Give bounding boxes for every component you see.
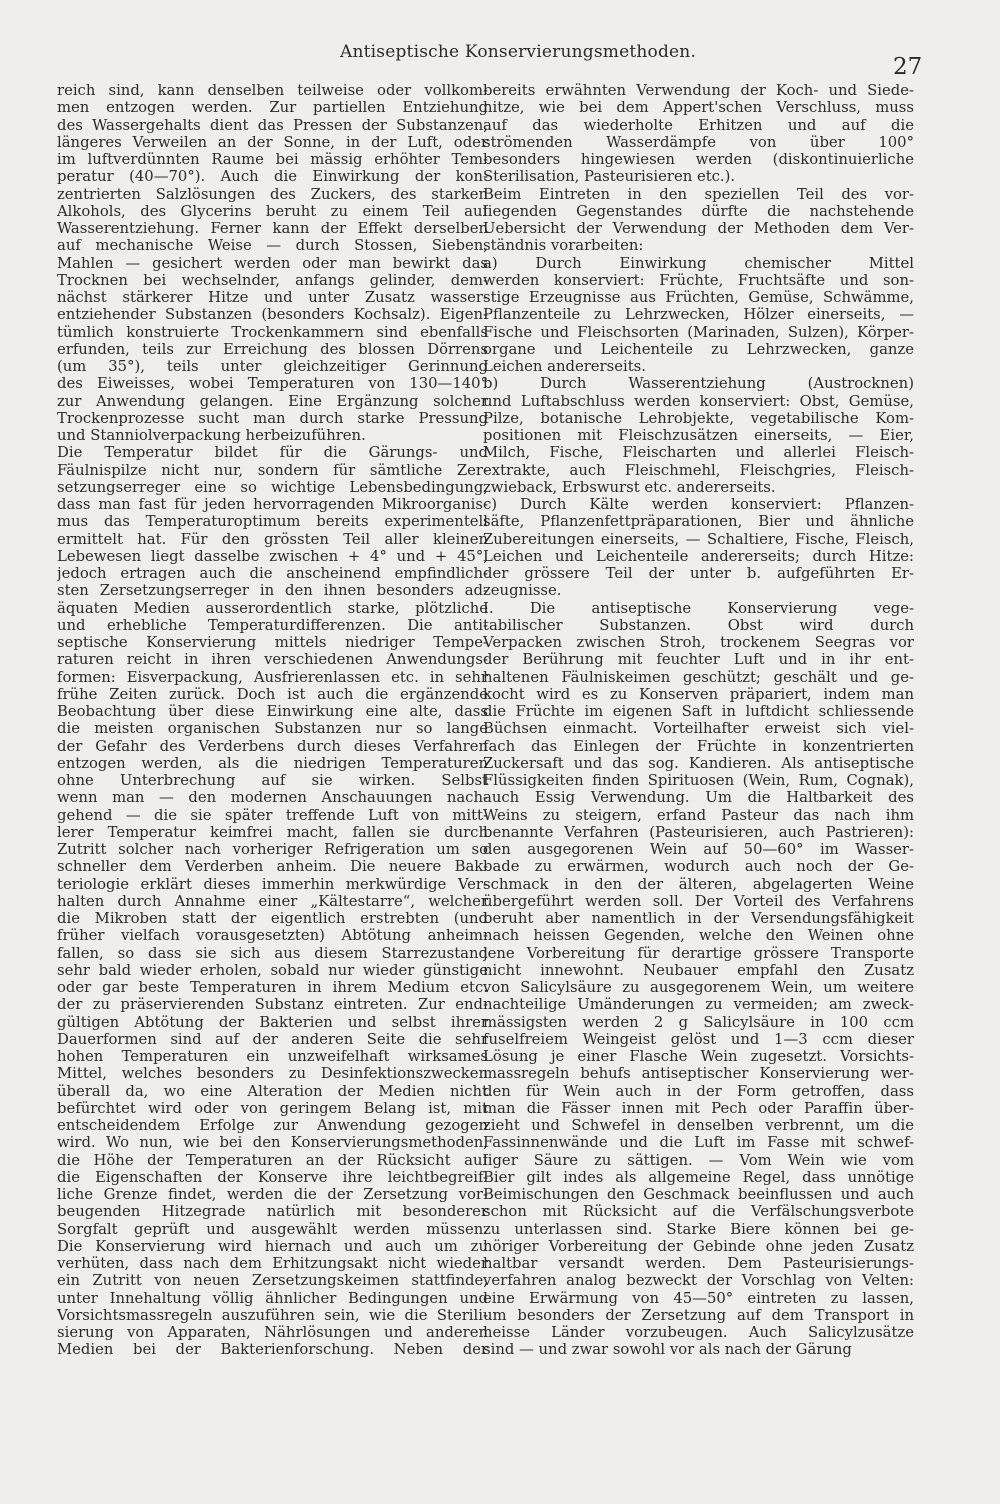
text-line: reich sind, kann denselben teilweise oder vollkom- <box>57 82 488 99</box>
text-line: Zutritt solcher nach vorheriger Refrigeration um so <box>57 841 488 858</box>
text-line: c) Durch Kälte werden konserviert: Pflanzen- <box>483 496 914 513</box>
text-line: strömenden Wasserdämpfe von über 100° <box>483 133 914 151</box>
text-line: auch Essig Verwendung. Um die Haltbarkeit des <box>483 789 914 807</box>
text-line: heisse Länder vorzubeugen. Auch Salicylzusätze <box>483 1324 914 1341</box>
text-line: die Früchte im eigenen Saft in luftdicht schliessende <box>483 703 914 720</box>
text-line: wenn man — den modernen Anschauungen nach- <box>57 789 488 807</box>
text-line: lerer Temperatur keimfrei macht, fallen sie durch <box>57 823 488 841</box>
text-line: mus das Temperaturoptimum bereits experimentell <box>57 513 488 531</box>
text-line: man die Fässer innen mit Pech oder Paraffin über- <box>483 1099 914 1117</box>
text-line: den für Wein auch in der Form getroffen, dass <box>483 1082 914 1100</box>
text-line: säfte, Pflanzenfettpräparationen, Bier und ähnliche <box>483 513 914 531</box>
text-line: Sorgfalt geprüft und ausgewählt werden müssen. <box>57 1220 488 1238</box>
text-line: werden konserviert: Früchte, Fruchtsäfte und son- <box>483 271 914 289</box>
text-line: eine Erwärmung von 45—50° eintreten zu lassen, <box>483 1289 914 1307</box>
text-line: zeugnisse. <box>483 582 562 600</box>
text-line: schon mit Rücksicht auf die Verfälschungsverbote <box>483 1203 914 1221</box>
text-line: raturen reicht in ihren verschiedenen Anwendungs- <box>57 651 488 669</box>
text-line: teriologie erklärt dieses immerhin merkwürdige Ver- <box>57 875 488 893</box>
text-line: Pflanzenteile zu Lehrzwecken, Hölzer einerseits, — <box>483 306 914 324</box>
text-line: Dauerformen sind auf der anderen Seite die sehr <box>57 1030 488 1048</box>
text-line: mässigsten werden 2 g Salicylsäure in 100 ccm <box>483 1013 914 1031</box>
text-line: ständnis vorarbeiten: <box>483 237 644 255</box>
text-line: um besonders der Zersetzung auf dem Transport in <box>483 1306 914 1324</box>
text-line: Beimischungen den Geschmack beeinflussen und auch <box>483 1186 914 1203</box>
text-line: die Eigenschaften der Konserve ihre leichtbegreif- <box>57 1168 488 1186</box>
left-column <box>57 82 488 1422</box>
text-line: entziehender Substanzen (besonders Kochsalz). Eigen- <box>57 306 488 324</box>
text-line: hitze, wie bei dem Appert'schen Verschluss, muss <box>483 99 914 117</box>
text-line: übergeführt werden soll. Der Vorteil des Verfahrens <box>483 892 914 910</box>
text-line: septische Konservierung mittels niedriger Tempe- <box>57 634 488 651</box>
page-number: 27 <box>893 54 923 80</box>
text-line: nach heissen Gegenden, welche den Weinen ohne <box>483 927 914 945</box>
text-line: ermittelt hat. Für den grössten Teil aller kleinen <box>57 530 488 548</box>
text-line: der zu präservierenden Substanz eintreten. Zur end- <box>57 996 488 1014</box>
text-line: schneller dem Verderben anheim. Die neuere Bak- <box>57 858 488 876</box>
text-line: nachteilige Umänderungen zu vermeiden; am zweck- <box>483 996 914 1014</box>
text-line: Büchsen einmacht. Vorteilhafter erweist sich viel- <box>483 720 914 738</box>
text-line: I. Die antiseptische Konservierung vege- <box>483 599 914 617</box>
text-line: von Salicylsäure zu ausgegorenem Wein, um weitere <box>483 979 914 996</box>
text-line: ein Zutritt von neuen Zersetzungskeimen stattfinde, <box>57 1272 488 1290</box>
text-line: sten Zersetzungserreger in den ihnen besonders ad- <box>57 582 488 600</box>
text-line: Lebewesen liegt dasselbe zwischen + 4° und + 45°, <box>57 547 488 565</box>
text-line: Mahlen — gesichert werden oder man bewirkt das <box>57 254 488 272</box>
text-line: auf das wiederholte Erhitzen und auf die <box>483 116 914 134</box>
text-line: Die Temperatur bildet für die Gärungs- und <box>57 444 488 462</box>
text-line: nicht innewohnt. Neubauer empfahl den Zusatz <box>483 961 914 979</box>
text-line: früher vielfach vorausgesetzten) Abtötung anheim- <box>57 927 488 945</box>
text-line: höriger Vorbereitung der Gebinde ohne jeden Zusatz <box>483 1237 914 1255</box>
text-line: liger Säure zu sättigen. — Vom Wein wie vom <box>483 1151 914 1169</box>
text-line: die Höhe der Temperaturen an der Rücksicht auf <box>57 1151 488 1169</box>
text-line: befürchtet wird oder von geringem Belang ist, mit <box>57 1099 488 1117</box>
text-line: Flüssigkeiten finden Spirituosen (Wein, Rum, Cognak), <box>483 772 914 789</box>
text-line: Milch, Fische, Fleischarten und allerlei Fleisch- <box>483 444 914 462</box>
text-line: peratur (40—70°). Auch die Einwirkung der kon- <box>57 168 488 186</box>
text-line: Fassinnenwände und die Luft im Fasse mit schwef- <box>483 1134 914 1152</box>
text-line: der grössere Teil der unter b. aufgeführten Er- <box>483 565 914 582</box>
text-line: Medien bei der Bakterienforschung. Neben der <box>57 1341 488 1359</box>
text-line: unter Innehaltung völlig ähnlicher Bedingungen und <box>57 1289 488 1307</box>
text-line: längeres Verweilen an der Sonne, in der Luft, oder <box>57 133 488 151</box>
text-line: halten durch Annahme einer „Kältestarre“, welcher <box>57 892 488 910</box>
text-line: oder gar beste Temperaturen in ihrem Medium etc. <box>57 979 488 996</box>
text-line: Pilze, botanische Lehrobjekte, vegetabilische Kom- <box>483 409 914 427</box>
text-line: massregeln behufs antiseptischer Konservierung wer- <box>483 1065 914 1083</box>
text-line: die meisten organischen Substanzen nur so lange <box>57 720 488 738</box>
text-line: Zuckersaft und das sog. Kandieren. Als antiseptische <box>483 754 914 772</box>
text-line: haltenen Fäulniskeimen geschützt; geschält und ge- <box>483 668 914 686</box>
text-line: stige Erzeugnisse aus Früchten, Gemüse, Schwämme, <box>483 289 914 306</box>
text-line: sierung von Apparaten, Nährlösungen und anderen <box>57 1324 488 1341</box>
text-line: Uebersicht der Verwendung der Methoden dem Ver- <box>483 220 914 237</box>
text-line: organe und Leichenteile zu Lehrzwecken, ganze <box>483 340 914 358</box>
text-line: Die Konservierung wird hiernach und auch um zu <box>57 1237 488 1255</box>
text-line: Fäulnispilze nicht nur, sondern für sämtliche Zer- <box>57 461 488 479</box>
text-line: bade zu erwärmen, wodurch auch noch der Ge- <box>483 858 914 876</box>
text-line: verfahren analog bezweckt der Vorschlag von Velten: <box>483 1272 914 1290</box>
text-line: besonders hingewiesen werden (diskontinuierliche <box>483 151 914 168</box>
text-line: Sterilisation, Pasteurisieren etc.). <box>483 168 736 186</box>
text-line: hohen Temperaturen ein unzweifelhaft wirksames <box>57 1048 488 1065</box>
text-line: auf mechanische Weise — durch Stossen, Sieben, <box>57 237 488 255</box>
text-line: kocht wird es zu Konserven präpariert, indem man <box>483 685 914 703</box>
text-line: men entzogen werden. Zur partiellen Entziehung <box>57 99 488 117</box>
text-line: nächst stärkerer Hitze und unter Zusatz wasser- <box>57 289 488 306</box>
text-line: erfunden, teils zur Erreichung des blossen Dörrens <box>57 340 488 358</box>
text-line: zieht und Schwefel in denselben verbrennt, um die <box>483 1117 914 1134</box>
text-line: der Berührung mit feuchter Luft und in ihr ent- <box>483 651 914 669</box>
text-line: Vorsichtsmassregeln auszuführen sein, wie die Sterili- <box>57 1306 488 1324</box>
text-line: frühe Zeiten zurück. Doch ist auch die ergänzende <box>57 685 488 703</box>
text-line: der Gefahr des Verderbens durch dieses Verfahren <box>57 737 488 755</box>
text-line: Trocknen bei wechselnder, anfangs gelinder, dem- <box>57 271 488 289</box>
text-line: Bier gilt indes als allgemeine Regel, dass unnötige <box>483 1168 914 1186</box>
text-line: ohne Unterbrechung auf sie wirken. Selbst <box>57 772 488 789</box>
text-line: Beobachtung über diese Einwirkung eine alte, dass <box>57 703 488 720</box>
text-line: zwieback, Erbswurst etc. andererseits. <box>483 478 776 496</box>
text-line: und erhebliche Temperaturdifferenzen. Die anti- <box>57 616 488 634</box>
text-line: fuselfreiem Weingeist gelöst und 1—3 ccm dieser <box>483 1030 914 1048</box>
text-line: sehr bald wieder erholen, sobald nur wieder günstige <box>57 961 488 979</box>
text-line: sind — und zwar sowohl vor als nach der Gärung <box>483 1341 852 1359</box>
text-line: gültigen Abtötung der Bakterien und selbst ihrer <box>57 1013 488 1031</box>
text-line: formen: Eisverpackung, Ausfrierenlassen etc. in sehr <box>57 668 488 686</box>
text-line: Wasserentziehung. Ferner kann der Effekt derselben <box>57 220 488 237</box>
text-line: zu unterlassen sind. Starke Biere können bei ge- <box>483 1220 914 1238</box>
text-line: und Luftabschluss werden konserviert: Obst, Gemüse, <box>483 392 914 410</box>
text-line: fach das Einlegen der Früchte in konzentrierten <box>483 737 914 755</box>
text-line: Weins zu steigern, erfand Pasteur das nach ihm <box>483 806 914 824</box>
text-line: benannte Verfahren (Pasteurisieren, auch Pastrieren): <box>483 823 914 841</box>
text-line: Leichen andererseits. <box>483 358 646 375</box>
text-line: setzungserreger eine so wichtige Lebensbedingung, <box>57 478 488 496</box>
text-line: beruht aber namentlich in der Versendungsfähigkeit <box>483 910 914 927</box>
text-line: tümlich konstruierte Trockenkammern sind ebenfalls <box>57 323 488 341</box>
right-column <box>483 82 914 1422</box>
text-line: a) Durch Einwirkung chemischer Mittel <box>483 254 914 272</box>
text-line: beugenden Hitzegrade natürlich mit besonderer <box>57 1203 488 1221</box>
text-line: die Mikroben statt der eigentlich erstrebten (und <box>57 910 488 927</box>
text-line: bereits erwähnten Verwendung der Koch- und Siede- <box>483 82 914 99</box>
text-line: Beim Eintreten in den speziellen Teil des vor- <box>483 185 914 203</box>
text-line: Fische und Fleischsorten (Marinaden, Sulzen), Körper- <box>483 323 914 341</box>
text-line: zentrierten Salzlösungen des Zuckers, des starken <box>57 185 488 203</box>
text-line: Trockenprozesse sucht man durch starke Pressung <box>57 409 488 427</box>
text-line: tabilischer Substanzen. Obst wird durch <box>483 616 914 634</box>
text-line: extrakte, auch Fleischmehl, Fleischgries, Fleisch- <box>483 461 914 479</box>
text-line: Alkohols, des Glycerins beruht zu einem Teil auf <box>57 202 488 220</box>
text-line: wird. Wo nun, wie bei den Konservierungsmethoden, <box>57 1134 488 1152</box>
text-line: den ausgegorenen Wein auf 50—60° im Wasser- <box>483 841 914 858</box>
text-line: Mittel, welches besonders zu Desinfektionszwecken <box>57 1065 488 1083</box>
text-line: des Wassergehalts dient das Pressen der Substanzen, <box>57 116 488 134</box>
text-line: überall da, wo eine Alteration der Medien nicht <box>57 1082 488 1100</box>
text-line: und Stanniolverpackung herbeizuführen. <box>57 427 366 444</box>
text-line: entscheidendem Erfolge zur Anwendung gezogen <box>57 1117 488 1134</box>
text-line: haltbar versandt werden. Dem Pasteurisierungs- <box>483 1255 914 1272</box>
text-line: Zubereitungen einerseits, — Schaltiere, Fische, Fleisch, <box>483 530 914 548</box>
text-line: jene Vorbereitung für derartige grössere Transporte <box>483 944 914 962</box>
text-line: b) Durch Wasserentziehung (Austrocknen) <box>483 375 914 393</box>
text-line: fallen, so dass sie sich aus diesem Starrezustand <box>57 944 488 962</box>
text-line: zur Anwendung gelangen. Eine Ergänzung solcher <box>57 392 488 410</box>
text-line: des Eiweisses, wobei Temperaturen von 130—140° <box>57 375 488 393</box>
text-line: Verpacken zwischen Stroh, trockenem Seegras vor <box>483 634 914 651</box>
text-line: äquaten Medien ausserordentlich starke, plötzliche <box>57 599 488 617</box>
text-line: Leichen und Leichenteile andererseits; durch Hitze: <box>483 547 914 565</box>
text-line: Lösung je einer Flasche Wein zugesetzt. Vorsichts- <box>483 1048 914 1065</box>
text-line: schmack in den der älteren, abgelagerten Weine <box>483 875 914 893</box>
text-line: im luftverdünnten Raume bei mässig erhöhter Tem- <box>57 151 488 168</box>
running-head: Antiseptische Konservierungsmethoden. <box>340 42 697 62</box>
text-line: liegenden Gegenstandes dürfte die nachstehende <box>483 202 914 220</box>
text-line: positionen mit Fleischzusätzen einerseits, — Eier, <box>483 427 914 444</box>
text-line: verhüten, dass nach dem Erhitzungsakt nicht wieder <box>57 1255 488 1272</box>
text-line: dass man fast für jeden hervorragenden Mikroorganis- <box>57 496 488 513</box>
text-line: liche Grenze findet, werden die der Zersetzung vor- <box>57 1186 488 1203</box>
text-line: entzogen werden, als die niedrigen Temperaturen <box>57 754 488 772</box>
text-line: jedoch ertragen auch die anscheinend empfindlich- <box>57 565 488 582</box>
text-line: (um 35°), teils unter gleichzeitiger Gerinnung <box>57 358 488 375</box>
text-line: gehend — die sie später treffende Luft von mitt- <box>57 806 488 824</box>
